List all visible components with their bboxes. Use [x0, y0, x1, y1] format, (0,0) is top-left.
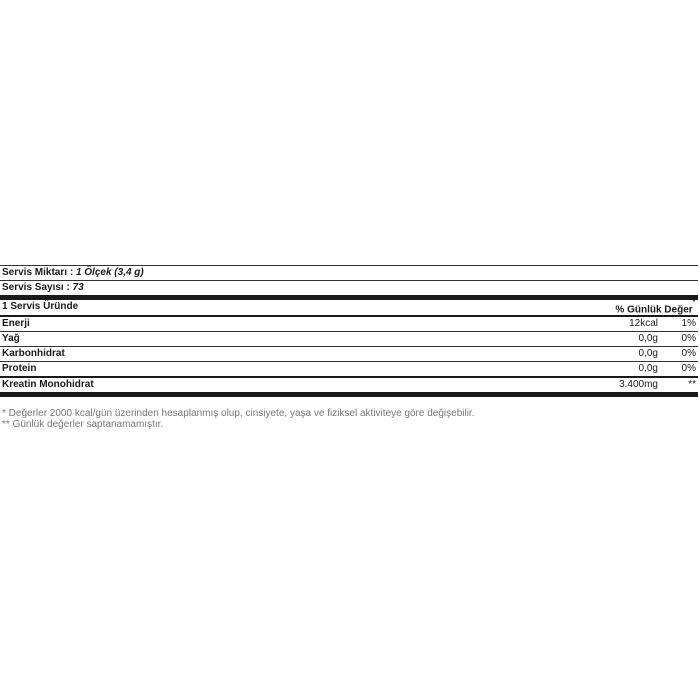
table-header-row	[0, 300, 698, 315]
bottom-rule	[0, 392, 698, 397]
nutrient-daily-value: 1%	[681, 318, 696, 329]
active-ingredient-row	[0, 378, 698, 392]
footnote-undetermined: ** Günlük değerler saptanamamıştır.	[2, 419, 164, 430]
nutrient-daily-value: 0%	[681, 348, 696, 359]
nutrient-row-protein	[0, 362, 698, 376]
nutrition-facts-panel	[0, 265, 698, 397]
serving-size-row	[0, 266, 698, 280]
nutrient-row-carbohydrate	[0, 347, 698, 361]
nutrient-name: Protein	[2, 363, 37, 374]
serving-count-value: 73	[72, 282, 84, 293]
nutrient-name: Yağ	[2, 333, 20, 344]
per-serving-header: 1 Servis Üründe	[2, 301, 79, 312]
active-ingredient-name: Kreatin Monohidrat	[2, 379, 94, 390]
nutrient-amount: 0,0g	[638, 348, 658, 359]
nutrient-amount: 0,0g	[638, 363, 658, 374]
daily-value-mark: *	[692, 300, 695, 306]
footnotes	[2, 408, 474, 430]
nutrient-name: Enerji	[2, 318, 30, 329]
daily-value-header: % Günlük Değer	[615, 304, 693, 316]
serving-count-label: Servis Sayısı :	[2, 282, 70, 293]
nutrient-amount: 0,0g	[638, 333, 658, 344]
nutrient-amount: 12kcal	[629, 318, 658, 329]
serving-size-value: 1 Ölçek (3,4 g)	[75, 267, 144, 278]
nutrient-row-fat	[0, 332, 698, 346]
nutrient-daily-value: 0%	[681, 363, 696, 374]
active-ingredient-daily-value: **	[688, 379, 696, 390]
nutrient-name: Karbonhidrat	[2, 348, 65, 359]
nutrient-daily-value: 0%	[681, 333, 696, 344]
active-ingredient-amount: 3.400mg	[619, 379, 658, 390]
footnote-daily-value: * Değerler 2000 kcal/gün üzerinden hesaplanmış olup, cinsiyete, yaşa ve fiziksel aktiviteye göre değişebilir.	[2, 408, 475, 419]
serving-size-label: Servis Miktarı :	[2, 267, 74, 278]
nutrient-row-energy	[0, 317, 698, 331]
serving-count-row	[0, 281, 698, 295]
